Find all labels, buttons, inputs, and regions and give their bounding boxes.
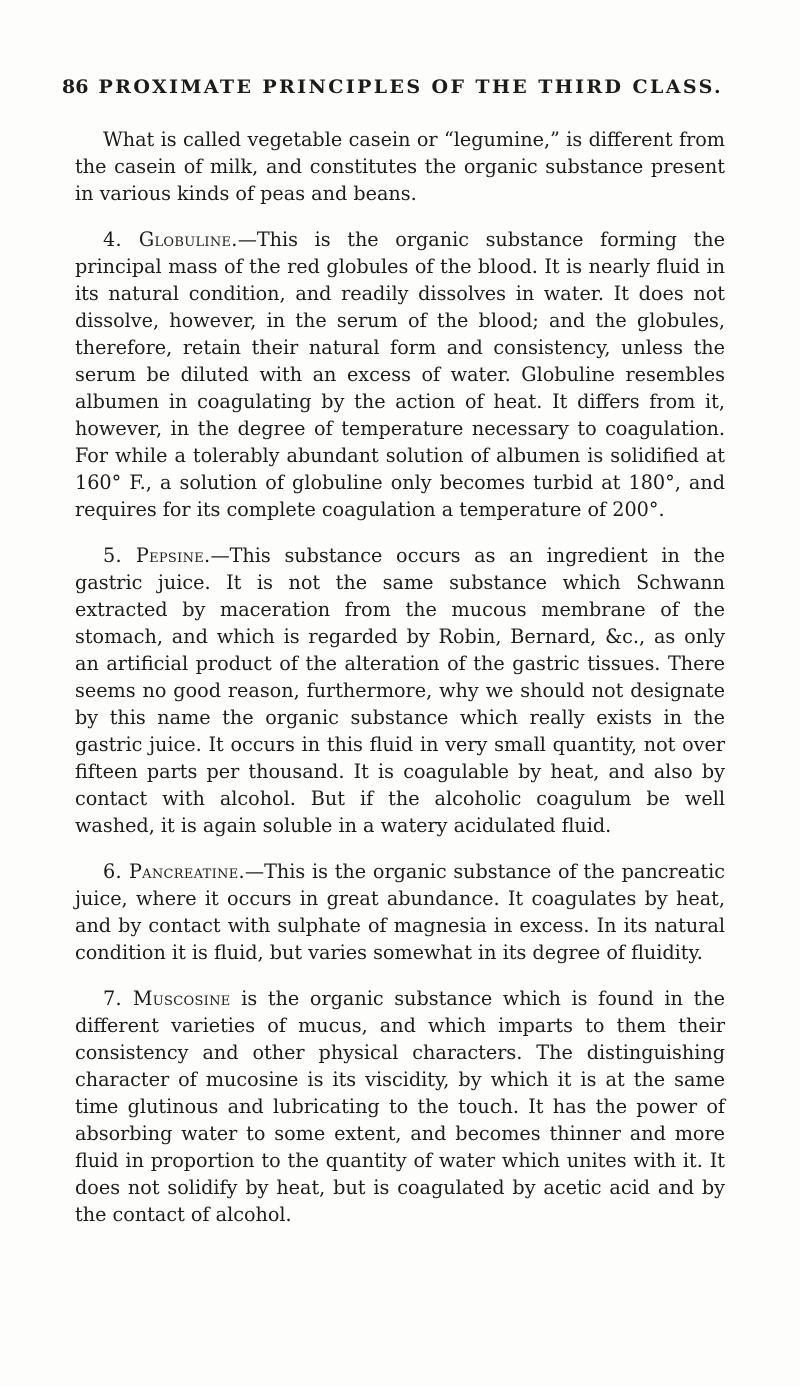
body-text [75,126,725,1228]
section-heading-pepsine: 5. Pepsine. [103,544,211,567]
running-header [62,76,752,98]
paragraph-pancreatine [75,858,725,966]
section-heading-muscosine: 7. Muscosine [103,987,231,1010]
paragraph-pepsine [75,542,725,839]
paragraph-text: —This is the organic substance of the pancreatic juice, where it occurs in great abundance. It coagulates by heat, and by contact with sulphate of magnesia in excess. In its natural condition it is fluid, but varies somewhat in its degree of fluidity. [75,860,725,964]
paragraph-text: —This substance occurs as an ingredient in the gastric juice. It is not the same substance which Schwann extracted by maceration from the mucous membrane of the stomach, and which is regarded by Robin, Bernard, &c., as only an artificial product of the alteration of the gastric tissues. There seems no good reason, furthermore, why we should not designate by this name the organic substance which really exists in the gastric juice. It occurs in this fluid in very small quantity, not over fifteen parts per thousand. It is coagulable by heat, and also by contact with alcohol. But if the alcoholic coagulum be well washed, it is again soluble in a watery acidulated fluid. [75,544,726,837]
page-number: 86 [62,76,89,98]
paragraph-globuline [75,226,725,523]
section-heading-globuline: 4. Globuline. [103,228,238,251]
running-title: PROXIMATE PRINCIPLES OF THE THIRD CLASS. [98,76,724,98]
paragraph-vegetable-casein [75,126,725,207]
paragraph-text: —This is the organic substance forming the principal mass of the red globules of the blood. It is nearly fluid in its natural condition, and readily dissolves in water. It does not dissolve, however, in the serum of the blood; and the globules, therefore, retain their natural form and consistency, unless the serum be diluted with an excess of water. Globuline resembles albumen in coagulating by the action of heat. It differs from it, however, in the degree of temperature necessary to coagulation. For while a tolerably abundant solution of albumen is solidified at 160° F., a solution of globuline only becomes turbid at 180°, and requires for its complete coagulation a temperature of 200°. [75,228,725,521]
section-heading-pancreatine: 6. Pancreatine. [103,860,245,883]
paragraph-muscosine [75,985,725,1228]
paragraph-text: What is called vegetable casein or “legumine,” is different from the casein of milk, and constitutes the organic substance present in various kinds of peas and beans. [75,128,725,205]
paragraph-text: is the organic substance which is found in the different varieties of mucus, and which imparts to them their consistency and other physical characters. The distinguishing character of mucosine is its viscidity, by which it is at the same time glutinous and lubricating to the touch. It has the power of absorbing water to some extent, and becomes thinner and more fluid in proportion to the quantity of water which unites with it. It does not solidify by heat, but is coagulated by acetic acid and by the contact of alcohol. [75,987,725,1226]
